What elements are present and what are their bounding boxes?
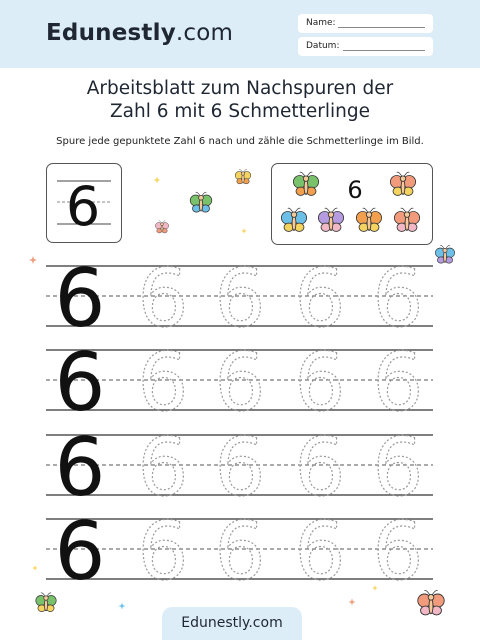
- practice-row: [46, 252, 433, 345]
- practice-row: [46, 421, 433, 514]
- traceable-digit[interactable]: 6: [137, 252, 189, 345]
- traceable-digit[interactable]: 6: [294, 421, 346, 514]
- example-digit: 6: [65, 175, 101, 238]
- solid-digit: 6: [54, 421, 106, 514]
- traceable-digit[interactable]: 6: [294, 505, 346, 598]
- traceable-digit[interactable]: 6: [214, 336, 266, 429]
- butterfly-count-label: 6: [347, 176, 363, 204]
- date-label: Datum:: [306, 41, 340, 51]
- traceable-digit[interactable]: 6: [214, 252, 266, 345]
- traceable-digit[interactable]: 6: [294, 336, 346, 429]
- traceable-digit[interactable]: 6: [137, 505, 189, 598]
- traceable-digit[interactable]: 6: [214, 505, 266, 598]
- traceable-digit[interactable]: 6: [294, 252, 346, 345]
- brand-domain: .com: [175, 20, 234, 46]
- solid-digit: 6: [54, 252, 106, 345]
- traceable-digit[interactable]: 6: [372, 421, 424, 514]
- traceable-digit[interactable]: 6: [214, 421, 266, 514]
- solid-digit: 6: [54, 505, 106, 598]
- traceable-digit[interactable]: 6: [372, 505, 424, 598]
- title-line-1: Arbeitsblatt zum Nachspuren der: [86, 78, 394, 99]
- title-line-2: Zahl 6 mit 6 Schmetterlinge: [109, 101, 371, 122]
- traceable-digit[interactable]: 6: [137, 336, 189, 429]
- practice-row: [46, 505, 433, 598]
- brand-name: Edunestly: [46, 20, 176, 46]
- instruction-text: Spure jede gepunktete Zahl 6 nach und zähle die Schmetterlinge im Bild.: [56, 136, 424, 147]
- solid-digit: 6: [54, 336, 106, 429]
- name-label: Name:: [306, 18, 336, 28]
- footer-text: Edunestly.com: [181, 615, 283, 631]
- traceable-digit[interactable]: 6: [372, 336, 424, 429]
- traceable-digit[interactable]: 6: [372, 252, 424, 345]
- practice-row: [46, 336, 433, 429]
- traceable-digit[interactable]: 6: [137, 421, 189, 514]
